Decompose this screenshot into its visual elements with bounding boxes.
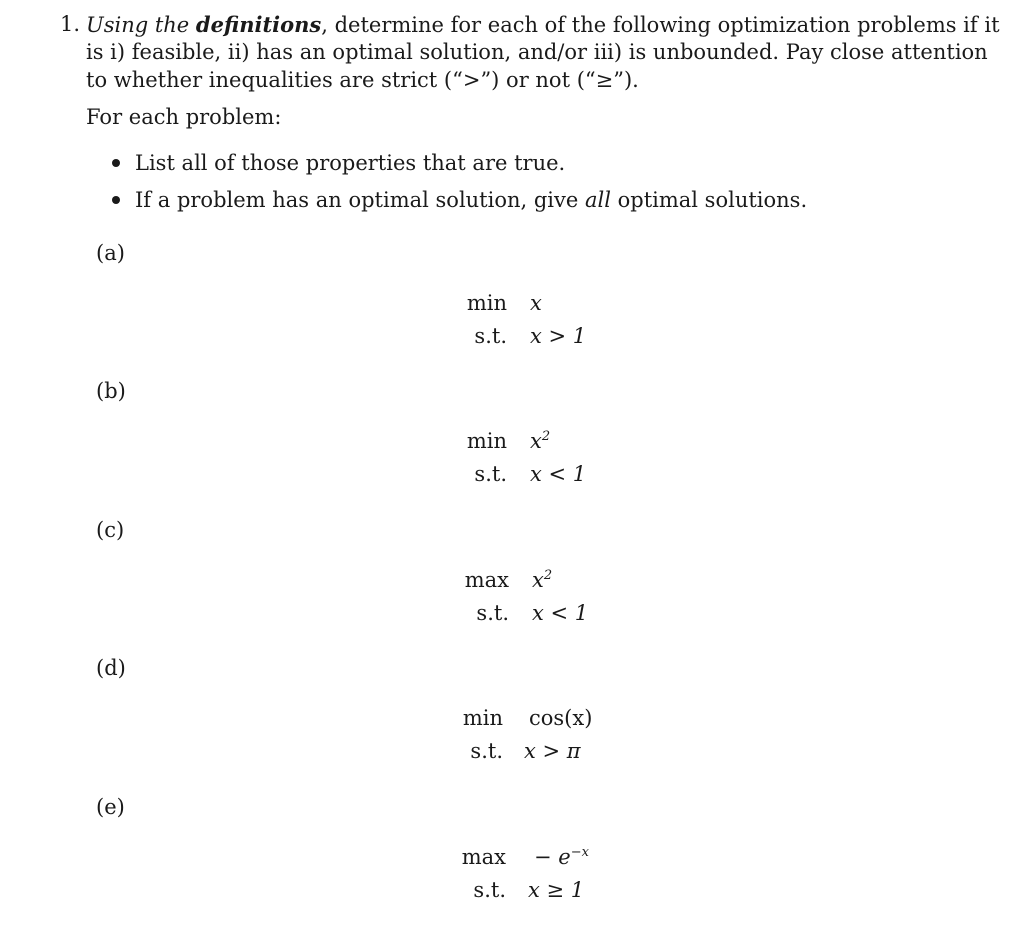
part-d-constraint: x > π bbox=[524, 739, 581, 763]
bullet-text-before: If a problem has an optimal solution, give bbox=[135, 188, 585, 212]
intro-rest: , determine for each of the following optimization problems if it bbox=[321, 13, 1000, 37]
part-b-constraint: x < 1 bbox=[530, 462, 587, 486]
bullet-text-after: optimal solutions. bbox=[610, 188, 808, 212]
part-b-st: s.t. bbox=[474, 462, 507, 486]
part-c-sense: max bbox=[464, 568, 509, 592]
part-c-objective: $x^2$ bbox=[532, 568, 553, 592]
part-label-a: (a) bbox=[96, 241, 125, 265]
problem-statement-line-1 bbox=[86, 12, 1000, 37]
problem-statement-line-3: to whether inequalities are strict (“>”) or not (“≥”). bbox=[86, 68, 639, 92]
part-d-objective: cos(x) bbox=[529, 706, 593, 730]
bullet-text: List all of those properties that are true. bbox=[135, 151, 566, 175]
problem-statement-line-2: is i) feasible, ii) has an optimal solution, and/or iii) is unbounded. Pay close attention bbox=[86, 40, 988, 64]
part-c-constraint: x < 1 bbox=[532, 601, 589, 625]
part-a-st: s.t. bbox=[474, 324, 507, 348]
part-e-constraint: x ≥ 1 bbox=[528, 878, 585, 902]
part-b-sense: min bbox=[466, 429, 507, 453]
part-e-objective: − $e^{-x}$ bbox=[534, 845, 589, 869]
part-label-b: (b) bbox=[96, 379, 126, 403]
part-a-constraint: x > 1 bbox=[530, 324, 587, 348]
part-d-sense: min bbox=[462, 706, 503, 730]
bullet-item-1 bbox=[112, 151, 565, 175]
part-e-sense: max bbox=[461, 845, 506, 869]
part-label-c: (c) bbox=[96, 518, 125, 542]
bullet-dot-icon bbox=[112, 196, 120, 204]
bullet-item-2 bbox=[112, 188, 807, 212]
part-e-st: s.t. bbox=[473, 878, 506, 902]
bullet-dot-icon bbox=[112, 159, 120, 167]
intro-bold: definitions bbox=[195, 12, 322, 37]
part-a-objective: x bbox=[530, 291, 542, 315]
problem-number: 1. bbox=[60, 12, 81, 36]
part-a-sense: min bbox=[466, 291, 507, 315]
intro-italic: Using the bbox=[86, 13, 196, 37]
part-c-st: s.t. bbox=[476, 601, 509, 625]
for-each-heading: For each problem: bbox=[86, 105, 282, 129]
part-label-e: (e) bbox=[96, 795, 125, 819]
part-d-st: s.t. bbox=[470, 739, 503, 763]
bullet-text-emph: all bbox=[584, 188, 611, 212]
part-label-d: (d) bbox=[96, 656, 126, 680]
part-b-objective: $x^2$ bbox=[530, 429, 551, 453]
